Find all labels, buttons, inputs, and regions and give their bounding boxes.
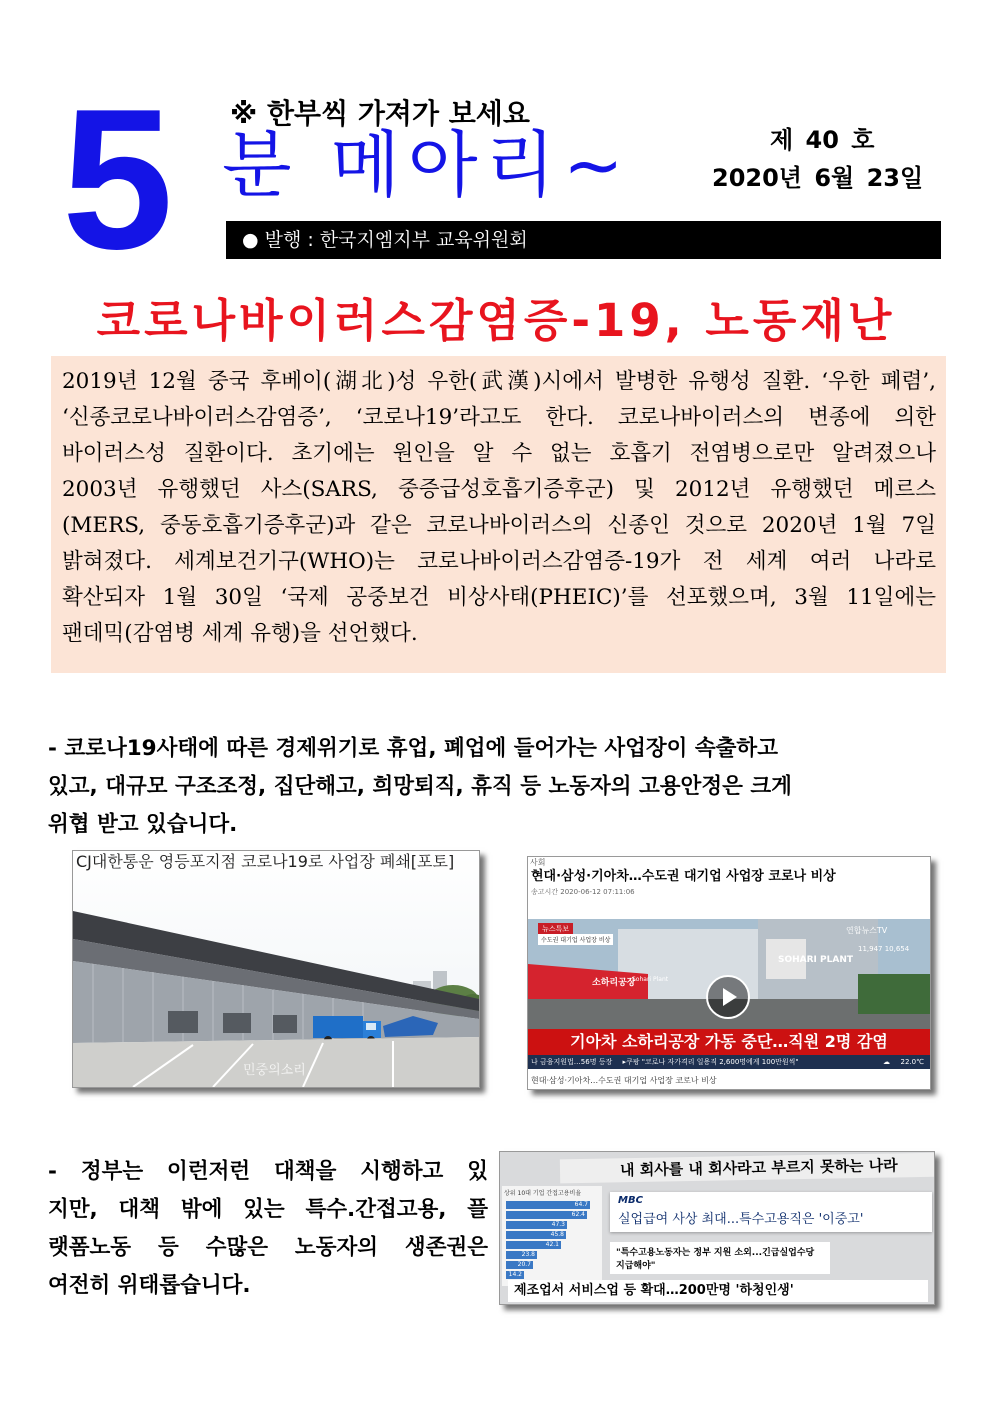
publisher-bar: ● 발행 : 한국지엠지부 교육위원회 [226, 221, 941, 259]
section-line: 있고, 대규모 구조조정, 집단해고, 희망퇴직, 휴직 등 노동자의 고용안정은 크게 [48, 774, 792, 799]
tv-channel: 연합뉴스TV [846, 926, 888, 935]
news-ticker [528, 1055, 930, 1069]
section-line: 지만, 대책 밖에 있는 특수.간접고용, 플 [48, 1197, 488, 1222]
mbc-headline: 실업급여 사상 최대...특수고용직은 '이중고' [618, 1212, 864, 1227]
gate-sign: 소하리공장 [592, 978, 636, 988]
collage-mid-headline: "특수고용노동자는 정부 지원 소외...긴급실업수당 지급해야" [616, 1248, 815, 1271]
mini-chart-bar: 45.8 [506, 1231, 566, 1239]
news-timestamp: 송고시간 2020-06-12 07:11:06 [531, 888, 635, 896]
intro-box [51, 356, 946, 673]
cloud-icon: ☁ [883, 1058, 890, 1066]
mini-chart-bar: 64.7 [506, 1201, 590, 1209]
mini-chart-bar: 14.2 [506, 1271, 524, 1279]
section-line: 여전히 위태롭습니다. [48, 1273, 251, 1298]
mini-chart-bar: 42.1 [506, 1241, 561, 1249]
mini-chart-bars [506, 1201, 606, 1279]
section-2-text [48, 1153, 488, 1305]
intro-line: ‘신종코로나바이러스감염증’, ‘코로나19’라고도 한다. 코로나바이러스의 변종에 의한 [62, 405, 936, 430]
warehouse-illustration [73, 851, 479, 1087]
mbc-logo: MBC [618, 1195, 643, 1206]
tv-badge: 뉴스특보 [538, 923, 573, 935]
mini-chart-bar: 62.4 [506, 1211, 587, 1219]
collage-top-headline: 내 회사를 내 회사라고 부르지 못하는 나라 [560, 1153, 935, 1184]
section-line: - 정부는 이런저런 대책을 시행하고 있 [48, 1159, 488, 1184]
mbc-card [610, 1192, 932, 1232]
news-section-tag: 사회 [530, 858, 546, 867]
intro-line: 확산되자 1월 30일 ‘국제 공중보건 비상사태(PHEIC)’를 선포했으며, 3월 11일에는 [62, 585, 936, 610]
temperature: 22.0℃ [900, 1058, 924, 1066]
gate-sign-en: Sohari Plant [632, 976, 669, 983]
photo-caption: CJ대한통운 영등포지점 코로나19로 사업장 폐쇄[포토] [76, 852, 455, 871]
tv-stats: 11,947 10,654 [858, 945, 910, 953]
play-icon [723, 988, 737, 1006]
mini-chart-bar: 47.3 [506, 1221, 567, 1229]
breaking-banner: 기아차 소하리공장 가동 중단…직원 2명 감염 [528, 1029, 930, 1055]
photo-watermark: 민중의소리 [243, 1063, 306, 1078]
issue-big-number: 5 [62, 68, 170, 291]
ticker-left: 나 금융지원법…56명 등장 [531, 1058, 613, 1066]
collage-bottom-headline: 제조업서 서비스업 등 확대…200만명 '하청인생' [508, 1280, 928, 1302]
main-headline: 코로나바이러스감염증-19, 노동재난 [96, 294, 896, 347]
intro-line: 2003년 유행했던 사스(SARS, 중증급성호흡기증후군) 및 2012년 유행했던 메르스 [62, 477, 936, 502]
mini-chart [502, 1186, 602, 1286]
warehouse-photo [72, 850, 480, 1088]
news-collage [499, 1151, 935, 1305]
issue-date: 2020년 6월 23일 [712, 164, 924, 192]
mini-chart-bar: 20.7 [506, 1261, 533, 1269]
news-screenshot-kia [527, 856, 931, 1090]
intro-line: 밝혀졌다. 세계보건기구(WHO)는 코로나바이러스감염증-19가 전 세계 여러 나라로 [62, 549, 936, 574]
plant-sign: SOHARI PLANT [778, 955, 854, 965]
section-line: - 코로나19사태에 따른 경제위기로 휴업, 폐업에 들어가는 사업장이 속출하고 [48, 736, 778, 761]
section-line: 랫폼노동 등 수많은 노동자의 생존권은 [48, 1235, 488, 1260]
ticker-mid: ▸쿠팡 "코로나 자가격리 일용직 2,600명에게 100만원씩" [622, 1058, 799, 1066]
play-button[interactable] [706, 975, 750, 1019]
video-frame[interactable] [528, 919, 930, 1069]
issue-number: 제 40 호 [770, 126, 875, 154]
intro-line: 팬데믹(감염병 세계 유행)을 선언했다. [62, 621, 418, 646]
intro-line: (MERS, 중동호흡기증후군)과 같은 코로나바이러스의 신종인 것으로 2020년 1월 7일 [62, 513, 936, 538]
mini-chart-bar: 23.8 [506, 1251, 537, 1259]
mini-chart-title: 상위 10대 기업 간접고용비율 [504, 1190, 582, 1197]
section-line: 위협 받고 있습니다. [48, 812, 238, 837]
news-headline: 현대·삼성·기아차…수도권 대기업 사업장 코로나 비상 [531, 869, 836, 884]
video-caption: 현대·삼성·기아차…수도권 대기업 사업장 코로나 비상 [531, 1076, 717, 1085]
collage-mid-card [610, 1242, 830, 1274]
tv-sub-label: 수도권 대기업 사업장 비상 [538, 934, 613, 945]
masthead-subtitle: ※ 한부씩 가져가 보세요 [230, 97, 530, 130]
intro-line: 2019년 12월 중국 후베이(湖北)성 우한(武漢)시에서 발병한 유행성 질환. ‘우한 폐렴’, [62, 369, 936, 394]
newsletter-title: 분 메아리~ [222, 123, 632, 207]
section-1-text [48, 730, 918, 844]
intro-line: 바이러스성 질환이다. 초기에는 원인을 알 수 없는 호흡기 전염병으로만 알려졌으나 [62, 441, 936, 466]
